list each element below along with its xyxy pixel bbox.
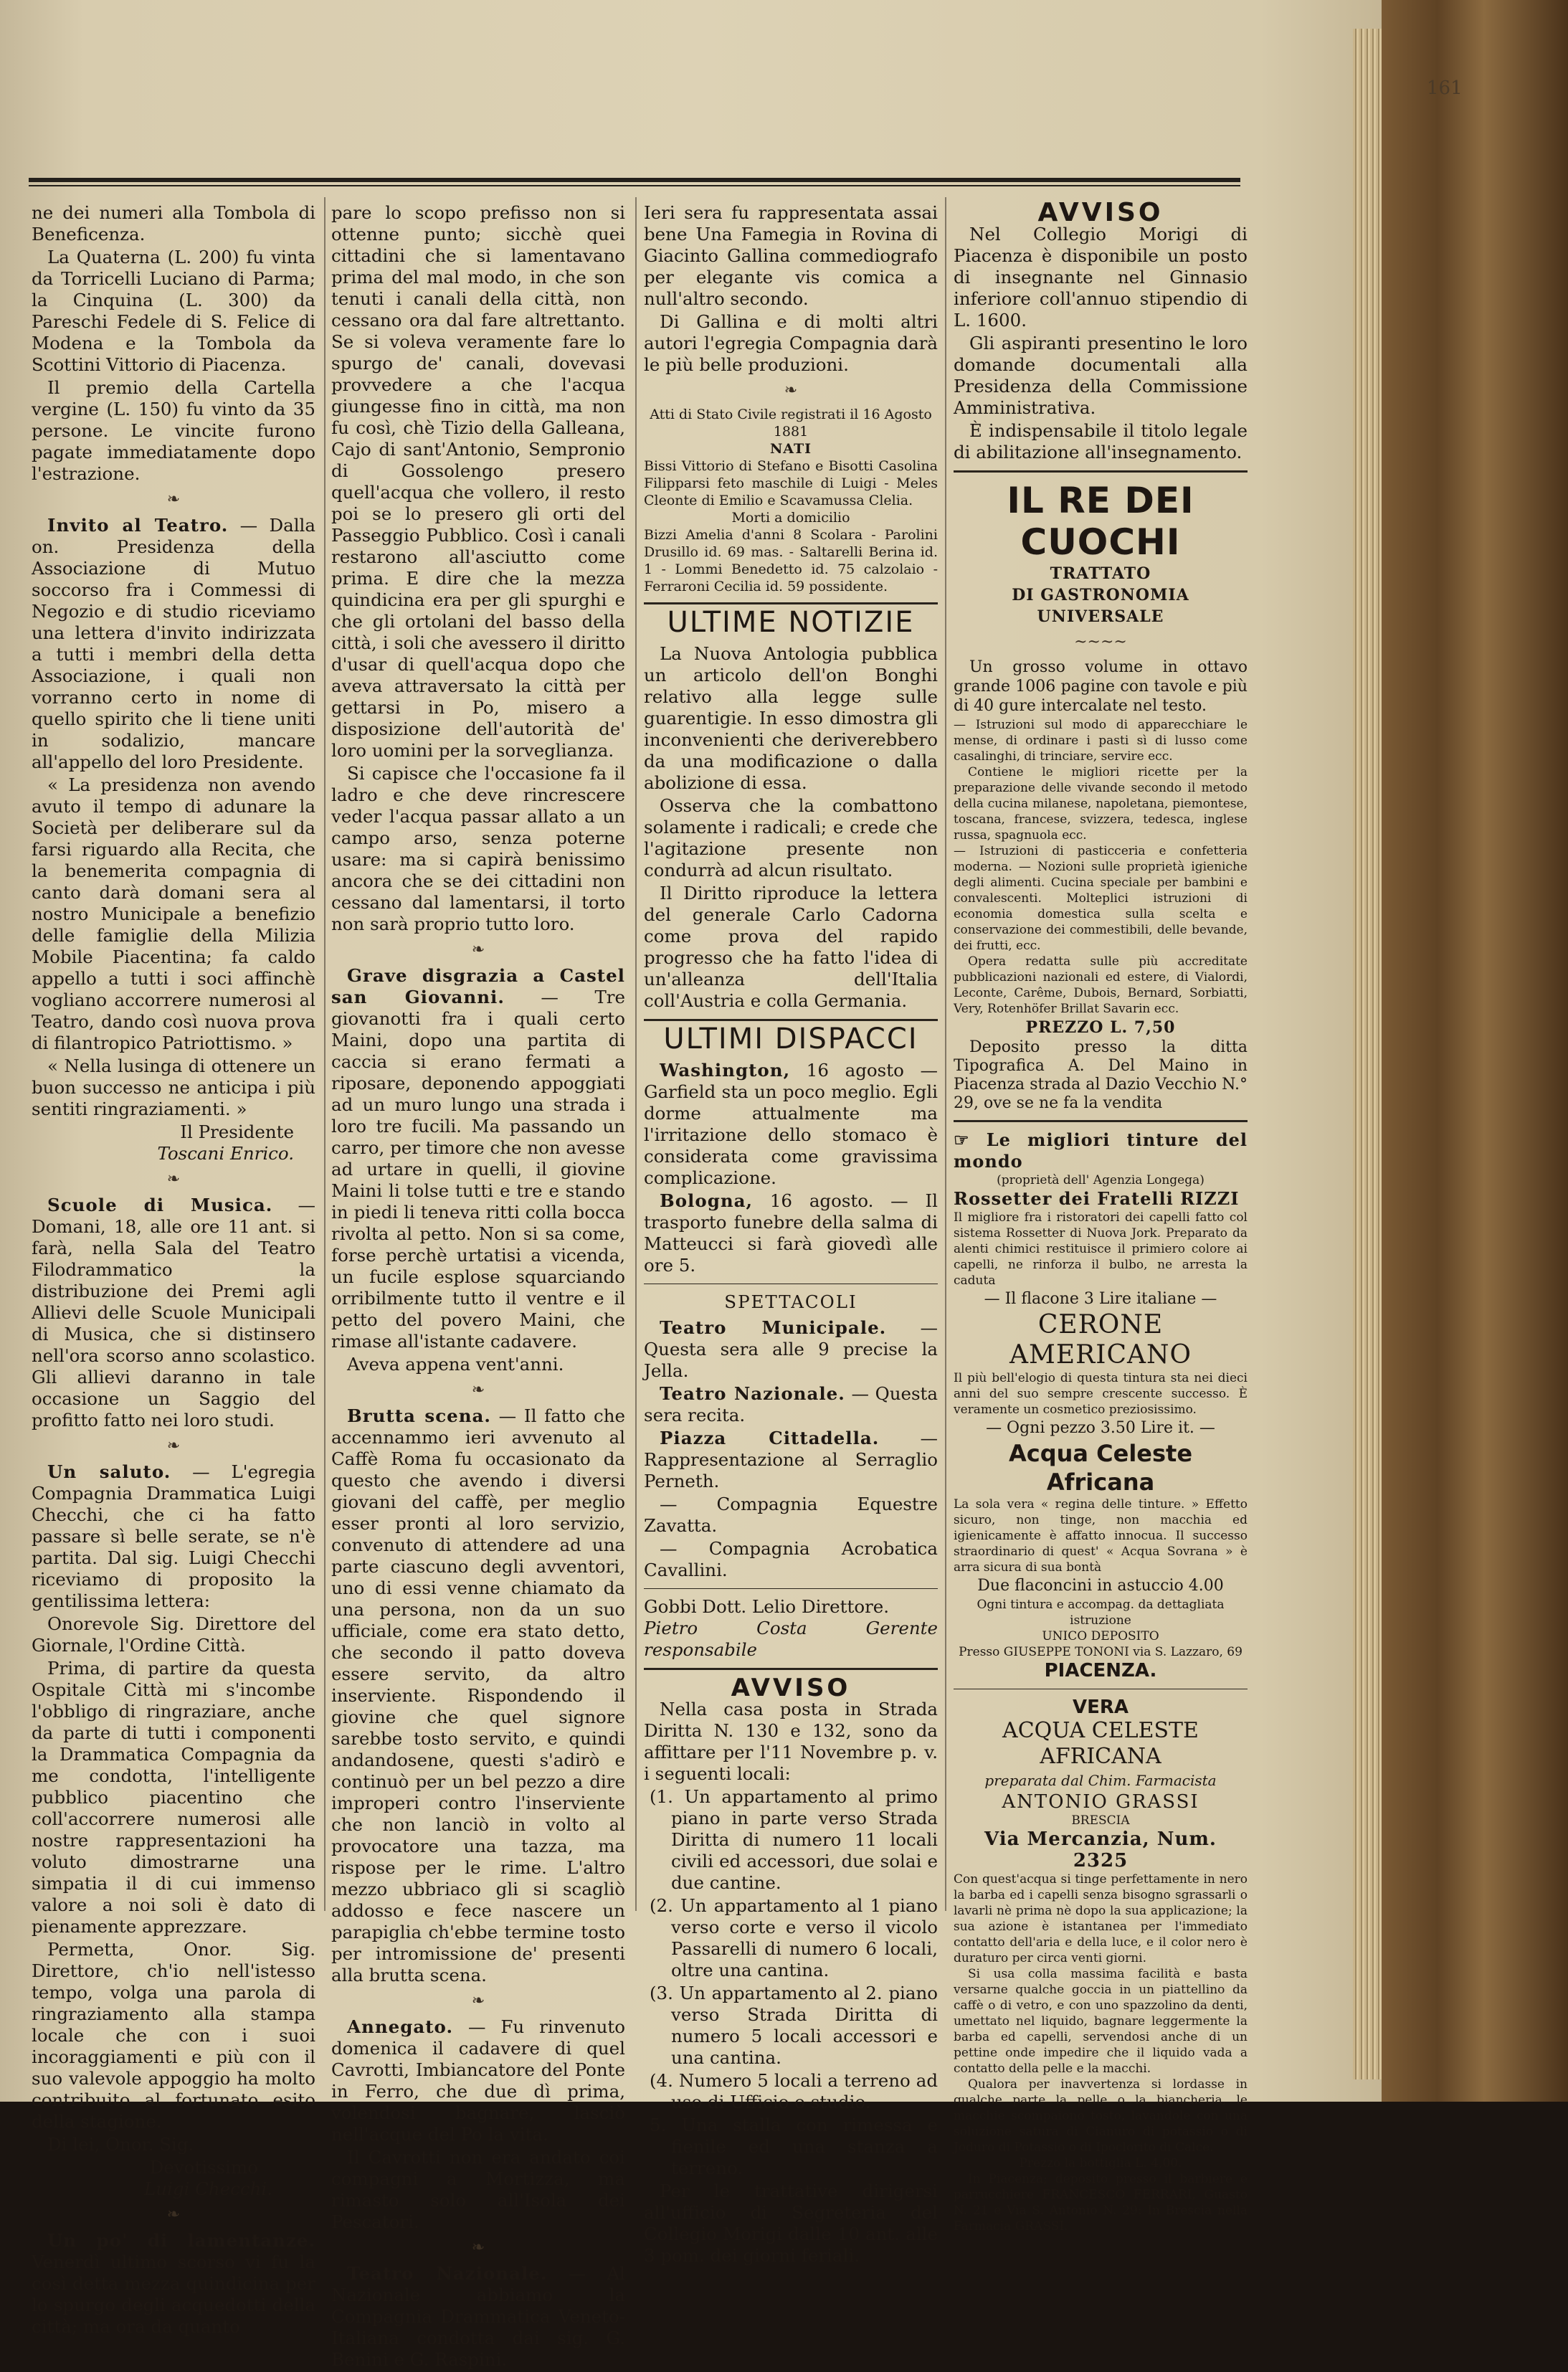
ad-text: UNICO DEPOSITO	[1042, 1629, 1159, 1643]
paragraph: ne dei numeri alla Tombola di Beneficenza.	[32, 202, 315, 245]
page-number: 161	[1427, 77, 1463, 99]
article-heading: Un po' di lamentanze.	[47, 2230, 315, 2251]
column-divider	[324, 197, 326, 1911]
show-listing: Teatro Nazionale. — Questa sera recita.	[644, 1383, 938, 1425]
section-rule	[954, 470, 1248, 473]
article-annegato: Annegato. — Fu rinvenuto domenica il cadavere di quel Cavrotti, Imbiancatore del Ponte in Ferro, che due dì prima, volendosi bagnare, lasciò nell'acque del Po la vita.	[331, 2016, 625, 2145]
paragraph: Di lei, Onor. Sig.	[47, 2134, 194, 2155]
births-list: Bissi Vittorio di Stefano e Bisotti Casolina Filipparsi feto maschile di Luigi - Meles Cleonte di Emilio e Scavamussa Clelia.	[644, 458, 938, 508]
ornament: ❧	[166, 2206, 181, 2224]
section-rule	[954, 1120, 1248, 1122]
ornament: ❧	[166, 1437, 181, 1455]
article-heading: Grave disgrazia a Castel san Giovanni.	[331, 965, 625, 1007]
paragraph: Deposito presso la ditta Tipografica A. Del Maino in Piacenza strada al Dazio Vecchio N.° 29, ove se ne fa la vendita	[954, 1038, 1248, 1112]
ad-text: — Istruzioni di pasticceria e confetteria moderna. — Nozioni sulle proprietà igieniche degli alimenti. Cucina speciale per bambini e convalescenti. Molteplici istruzioni di economia domestica sulla scelta e conservazione dei commestibili, delle bevande, dei frutti, ecc.	[954, 844, 1248, 953]
paragraph: Ieri sera fu rappresentata assai bene Una Famegia in Rovina di Giacinto Gallina commediografo per elegante vis comica a null'altro secondo.	[644, 202, 938, 309]
book-spine	[1382, 0, 1568, 2102]
paragraph: « La presidenza non avendo avuto il tempo di adunare la Società per deliberare sul da farsi riguardo alla Recita, che la benemerita compagnia di canto darà domani sera al nostro Municipale a benefizio delle famiglie della Milizia Mobile Piacentina; fa caldo appello a tutti i soci affinchè vogliano accorrere numerosi al Teatro, dando così nuova prova di filantropico Patriottismo. »	[32, 774, 315, 1053]
list-item: (1. Un appartamento al primo piano in parte verso Strada Diritta di numero 11 locali civili ed accessori, due solai e due cantine.	[650, 1786, 938, 1893]
ad-price: — Ogni pezzo 3.50 Lire it. —	[986, 1419, 1215, 1437]
ad-text: Presso GIUSEPPE TONONI via S. Lazzaro, 69	[959, 1645, 1242, 1659]
list-item: (4. Numero 5 locali a terreno ad uso di Ufficio o studio.	[650, 2070, 938, 2112]
column-divider	[945, 197, 946, 1911]
list-item: (3. Un appartamento al 2. piano verso Strada Diritta di numero 5 locali accessori e una cantina.	[650, 1983, 938, 2068]
ad-address: Via Mercanzia, Num. 2325	[984, 1828, 1217, 1871]
article-scuole: Scuole di Musica. — Domani, 18, alle ore 11 ant. si farà, nella Sala del Teatro Filodrammatico la distribuzione dei Premi agli Allievi delle Scuole Municipali di Musica, che si distinsero nell'ora scorso anno scolastico. Gli allievi daranno in tale occasione un Saggio del profitto fatto nei loro studi.	[32, 1195, 315, 1431]
section-rule	[644, 1019, 938, 1021]
paragraph: La Quaterna (L. 200) fu vinta da Torricelli Luciano di Parma; la Cinquina (L. 300) da Pareschi Fedele di S. Felice di Modena e la Tombola da Scottini Vittorio di Piacenza.	[32, 247, 315, 375]
paragraph: La Nuova Antologia pubblica un articolo dell'on Bonghi relativo alla legge sulle guarentigie. In esso dimostra gli inconvenienti che deriverebbero da una modificazione o dalla abolizione di essa.	[644, 643, 938, 793]
article-brutta: Brutta scena. — Il fatto che accennammo ieri avvenuto al Caffè Roma fu occasionato da questo che avendo i diversi giovani del caffè, per meglio esser pronti al loro servizio, convenuto di attendere ad una parte ciascuno degli avventori, uno di essi venne chiamato da una persona, non da un suo ufficiale, come era stato detto, che secondo il patto doveva essere servito, da altro inserviente. Rispondendo il giovine che quel signore sarebbe tosto servito, e quindi andandosene, questi s'adirò e continuò per un bel pezzo a dire improperi contro l'inserviente che non lanciò in volto al provocatore una tazza, ma rispose per le rime. L'altro mezzo ubbriaco gli si scagliò addosso e fece nascere un parapiglia ch'ebbe termine tosto per intromissione de' presenti alla brutta scena.	[331, 1405, 625, 1986]
article-invito: Invito al Teatro. — Dalla on. Presidenza della Associazione di Mutuo soccorso fra i Commessi di Negozio e di studio riceviamo una lettera d'invito indirizzata a tutti i membri della detta Associazione, i quali non vorranno certo in nome di quello spirito che li tiene uniti in sodalizio, mancare all'appello del loro Presidente.	[32, 515, 315, 772]
deaths-heading: Morti a domicilio	[731, 510, 850, 526]
list-item: (2. Un appartamento al 1 piano verso corte e verso il vicolo Passarelli di numero 6 locali, oltre una cantina.	[650, 1895, 938, 1980]
article-grave: Grave disgrazia a Castel san Giovanni. — Tre giovanotti fra i quali certo Maini, dopo una partita di caccia si erano fermati a riposare, deponendo appoggiati ad un muro lungo una strada i loro tre fucili. Ma passando un carro, per timore che non avesse ad urtare in quelli, il giovine Maini li tolse tutti e tre e stando in piedi li teneva ritti colla bocca rivolta al petto. Non si sa come, forse perchè urtatisi a vicenda, un fucile esplose squarciando orribilmente tutto il ventre e il petto del povero Maini, che rimase all'istante cadavere.	[331, 965, 625, 1352]
civil-records-heading: Atti di Stato Civile registrati il 16 Agosto 1881	[650, 407, 932, 440]
section-rule	[644, 602, 938, 604]
paragraph: Il premio della Cartella vergine (L. 150) fu vinto da 35 persone. Le vincite furono pagate immediatamente dopo l'estrazione.	[32, 377, 315, 484]
ornament: ❧	[166, 1170, 181, 1188]
ad-text: Contiene le migliori ricette per la preparazione delle vivande secondo il metodo della cucina milanese, napoletana, piemontese, toscana, francese, svizzera, tedesca, inglese russa, spagnuola ecc.	[954, 765, 1248, 843]
ad-text: — Istruzioni sul modo di apparecchiare le mense, di ordinare i pasti sì di lusso come casalinghi, di trinciare, servire ecc.	[954, 718, 1248, 764]
paragraph: Nel Collegio Morigi di Piacenza è disponibile un posto di insegnante nel Ginnasio inferiore coll'annuo stipendio di L. 1600.	[954, 224, 1248, 331]
article-heading: Brutta scena.	[347, 1405, 491, 1426]
ad-text: Qualora per inavvertenza si lordasse in qualche parte la pelle o la biancheria, le macchie scompaiono tosto, lavandole con una soluzione satura di Cianuro di potassio o di Joduro di Potassio o di Ipoclorito di Calce.	[954, 2077, 1248, 2155]
ornament: ~~~~	[1074, 633, 1127, 651]
paragraph: Osserva che la combattono solamente i radicali; e crede che l'agitazione presente non condurrà ad alcun risultato.	[644, 795, 938, 881]
signature: Devotissimo	[149, 2157, 258, 2178]
paragraph: Permetta, Onor. Sig. Direttore, ch'io nell'istesso tempo, volga una parola di ringraziamento alla stampa locale che con i suoi incoraggiamenti e più con il suo valevole appoggio ha molto contribuito al fortunato esito della stagione.	[32, 1939, 315, 2132]
ornament: ❧	[471, 1381, 485, 1399]
article-heading: Teatro Nazionale.	[347, 2263, 548, 2284]
column-1	[32, 202, 315, 2339]
director-line: Gobbi Dott. Lelio Direttore.	[644, 1596, 890, 1617]
article-heading: Un saluto.	[47, 1461, 171, 1482]
ad-title-acqua-celeste-africana: ACQUA CELESTE AFRICANA	[1002, 1718, 1199, 1769]
article-heading: Scuole di Musica.	[47, 1195, 273, 1215]
ad-title-re-dei-cuochi: IL RE DEI CUOCHI	[1007, 480, 1194, 563]
avviso-title: AVVISO	[1037, 198, 1164, 227]
paragraph: Il Cavrotti non era andato coi compagni a Mortizza, ma rimasto solo all'Isola dei Pescatori.	[331, 2147, 625, 2232]
ad-city: PIACENZA.	[1044, 1660, 1157, 1681]
paragraph: Gli aspiranti presentino le loro domande documentali alla Presidenza della Commissione Amministrativa.	[954, 333, 1248, 418]
deaths-list: Bizzi Amelia d'anni 8 Scolara - Parolini Drusillo id. 69 mas. - Saltarelli Berina id. 1 - Lommi Benedetto id. 75 calzolaio - Ferraroni Cecilia id. 59 possidente.	[644, 527, 938, 594]
ad-title-vera: VERA	[1072, 1697, 1129, 1718]
ad-text: Ogni tintura e accompag. da dettagliata istruzione	[977, 1598, 1225, 1628]
paragraph: Per le trattative dirigersi all'ufficio di Segreteria del Collegio Morigi dalle 10 ant. alle 3 pom. dei giorni feriali.	[644, 2181, 938, 2266]
article-heading: Invito al Teatro.	[47, 515, 229, 536]
paragraph: Aveva appena vent'anni.	[347, 1354, 564, 1375]
ad-price: PREZZO L. 7,50	[1025, 1018, 1176, 1037]
ad-subtitle: (proprietà dell' Agenzia Longega)	[997, 1173, 1204, 1187]
article-lamentanze: Un po' di lamentanze. Venerdì ultimo scorso vi fu la così detta mezza quindicina per lo spurgo degli acquedotti della città; ma ora da quanto	[32, 2230, 315, 2337]
ad-subtitle: DI GASTRONOMIA UNIVERSALE	[1012, 586, 1189, 626]
ad-title-rossetter: Rossetter dei Fratelli RIZZI	[954, 1188, 1240, 1209]
ad-subtitle: preparata dal Chim. Farmacista	[984, 1772, 1217, 1789]
signature-name: Toscani Enrico.	[157, 1143, 294, 1164]
ornament: ❧	[471, 941, 485, 959]
ad-text: Il più bell'elogio di questa tintura sta nei dieci anni del suo sempre crescente successo. È veramente un cosmetico preziosissimo.	[954, 1371, 1248, 1417]
ornament: ❧	[784, 381, 798, 399]
ad-price: Due flaconcini in astuccio 4.00	[977, 1577, 1224, 1595]
section-title-spettacoli: SPETTACOLI	[724, 1291, 857, 1312]
article-heading: Annegato.	[347, 2016, 453, 2037]
births-heading: NATI	[769, 441, 812, 457]
list-item: 5. Una stalla con rimessa e fienile ed una stanza a terreno.	[650, 2115, 938, 2178]
ornament: ❧	[166, 490, 181, 508]
article-saluto: Un saluto. — L'egregia Compagnia Drammatica Luigi Checchi, che ci ha fatto passare sì belle serate, se n'è partita. Dal sig. Luigi Checchi riceviamo di proposito la gentilissima lettera:	[32, 1461, 315, 1611]
section-title-ultimi-dispacci: ULTIMI DISPACCI	[663, 1023, 918, 1055]
show-listing: — Compagnia Acrobatica Cavallini.	[644, 1538, 938, 1580]
paragraph: Di Gallina e di molti altri autori l'egregia Compagnia darà le più belle produzioni.	[644, 311, 938, 375]
paragraph: Nella casa posta in Strada Diritta N. 130 e 132, sono da affittare per l'11 Novembre p. v. i seguenti locali:	[644, 1699, 938, 1784]
ad-title-acqua-celeste: Acqua Celeste Africana	[1008, 1440, 1193, 1496]
section-rule	[644, 1588, 938, 1589]
show-listing: Piazza Cittadella. — Rappresentazione al Serraglio Perneth.	[644, 1428, 938, 1491]
paragraph: Prima, di partire da questa Ospitale Città mi s'incombe l'obbligo di ringraziare, anche da parte di tutti i componenti la Drammatica Compagnia da me condotta, l'intelligente pubblico piacentino che coll'accorrere numerosi alle nostre rappresentazioni ha voluto dimostrarne una simpatia il di cui immenso valore a noi soli è dato di pienamente apprezzare.	[32, 1658, 315, 1937]
paragraph: Si capisce che l'occasione fa il ladro e che deve rincrescere veder l'acqua passar allato a un campo arso, senza poterne usare: ma si capirà benissimo ancora che se dei cittadini non cessano dal lamentarsi, il torto non sarà proprio tutto loro.	[331, 763, 625, 934]
signature: Il Presidente	[180, 1121, 294, 1142]
paragraph: pare lo scopo prefisso non si ottenne punto; sicchè quei cittadini che si lamentavano prima del mal modo, in che son tenuti i canali della città, non cessano ora dal fare altrettanto. Se si voleva veramente fare lo spurgo de' canali, dovevasi provvedere a che l'acqua giungesse fino in città, ma non fu così, chè Tizio della Galleana, Cajo di sant'Antonio, Sempronio di Gossolengo presero quell'acqua che vollero, il resto poi se lo presero gli orti del Passeggio Pubblico. Così i canali restarono all'asciutto come prima. E dire che la mezza quindicina era per gli spurghi e che gli ortolani del basso della città, i soli che avessero il diritto d'usar di quell'acqua dopo che aveva attraversato la città per gettarsi in Po, misero a disposizione dell'autorità de' loro uomini per la sorveglianza.	[331, 202, 625, 761]
paragraph: È indispensabile il titolo legale di abilitazione all'insegnamento.	[954, 420, 1248, 462]
dispatch-washington: Washington, 16 agosto — Garfield sta un poco meglio. Egli dorme attualmente ma l'irritazione dello stomaco è considerata come gravissima complicazione.	[644, 1060, 938, 1188]
header-rule-thin	[29, 185, 1240, 186]
column-3	[644, 202, 938, 2268]
ad-title-cerone: CERONE AMERICANO	[1009, 1310, 1192, 1370]
article-teatro: Teatro Nazionale. — Al Nazionale abbiamo la Compagnia Drammatica Veneto-Italiana condotta dai sig. G. Benini e G. Raspini.	[331, 2263, 625, 2370]
paragraph: Un grosso volume in ottavo grande 1006 pagine con tavole e più di 40 gure intercalate nel testo.	[954, 658, 1248, 715]
show-listing: — Compagnia Equestre Zavatta.	[644, 1494, 938, 1536]
section-rule	[644, 1668, 938, 1670]
manager-line: Pietro Costa Gerente responsabile	[644, 1618, 938, 1660]
ornament: ❧	[471, 2239, 485, 2257]
ad-title-tinture: ☞ Le migliori tinture del mondo	[954, 1129, 1248, 1172]
ad-text: La sola vera « regina delle tinture. » Effetto sicuro, non tinge, non macchia ed igienicamente è affatto innocua. Il successo straordinario di quest' « Acqua Sovrana » è arra sicura di sua bontà	[954, 1497, 1248, 1575]
ad-text: Opera redatta sulle più accreditate pubblicazioni nazionali ed estere, di Vialordi, Leconte, Carême, Dubois, Bernard, Sorbiatti, Very, Rotenhöfer Brillat Savarin ecc.	[954, 954, 1248, 1016]
signature-name: Luigi Checchi.	[143, 2178, 272, 2199]
ad-subtitle: TRATTATO	[1050, 564, 1151, 583]
column-divider	[635, 197, 637, 1911]
ornament: ❧	[471, 1992, 485, 2010]
column-4	[954, 198, 1248, 2234]
ad-price: — Il flacone 3 Lire italiane —	[984, 1290, 1217, 1308]
section-title-ultime-notizie: ULTIME NOTIZIE	[667, 606, 915, 639]
ad-price: Prezzo la bottiglia L. 4,00.	[1019, 2156, 1182, 2171]
show-listing: Teatro Municipale. — Questa sera alle 9 precise la Jella.	[644, 1317, 938, 1381]
ad-text: Con quest'acqua si tinge perfettamente in nero la barba ed i capelli senza bisogno sgrassarli o lavarli nè prima nè dopo la sua applicazione; la sua azione è istantanea per l'immediato contatto dell'aria e della luce, e il color nero è duraturo per circa venti giorni.	[954, 1872, 1248, 1965]
header-rule	[29, 178, 1240, 182]
ad-text: In Piacenza; deposito presso il barbiere e parrucchiere FRANCESCO FERRARI, Guasto N. 21 e Via S. Antonio N. 29: In Brescia nella Farmacia GRASSI.	[954, 2172, 1248, 2234]
ad-name: ANTONIO GRASSI	[1002, 1791, 1199, 1813]
ad-text: Il migliore fra i ristoratori dei capelli fatto col sistema Rossetter di Nuova Jork. Preparato da alenti chimici restituisce il primiero colore ai capelli, ne rinforza il bulbo, ne arresta la caduta	[954, 1210, 1248, 1288]
avviso-title: AVVISO	[731, 1674, 851, 1702]
ad-city: BRESCIA	[1071, 1813, 1130, 1828]
paragraph: Il Diritto riproduce la lettera del generale Carlo Cadorna come prova del rapido progresso che ha fatto l'idea di un'alleanza dell'Italia coll'Austria e colla Germania.	[644, 883, 938, 1011]
dispatch-bologna: Bologna, 16 agosto. — Il trasporto funebre della salma di Matteucci si farà giovedì alle ore 5.	[644, 1190, 938, 1276]
ad-text: Si usa colla massima facilità e basta versarne qualche goccia in un piattellino da caffè o di vetro, e con uno spazzolino da denti, umettato nel liquido, bagnare leggermente la barba ed capelli, servendosi anche di un pettine onde impedire che il liquido vada a contatto della pelle e la macchi.	[954, 1967, 1248, 2076]
paragraph: « Nella lusinga di ottenere un buon successo ne anticipa i più sentiti ringraziamenti. »	[32, 1055, 315, 1119]
column-2	[331, 202, 625, 2372]
paragraph: Onorevole Sig. Direttore del Giornale, l'Ordine Città.	[32, 1613, 315, 1656]
